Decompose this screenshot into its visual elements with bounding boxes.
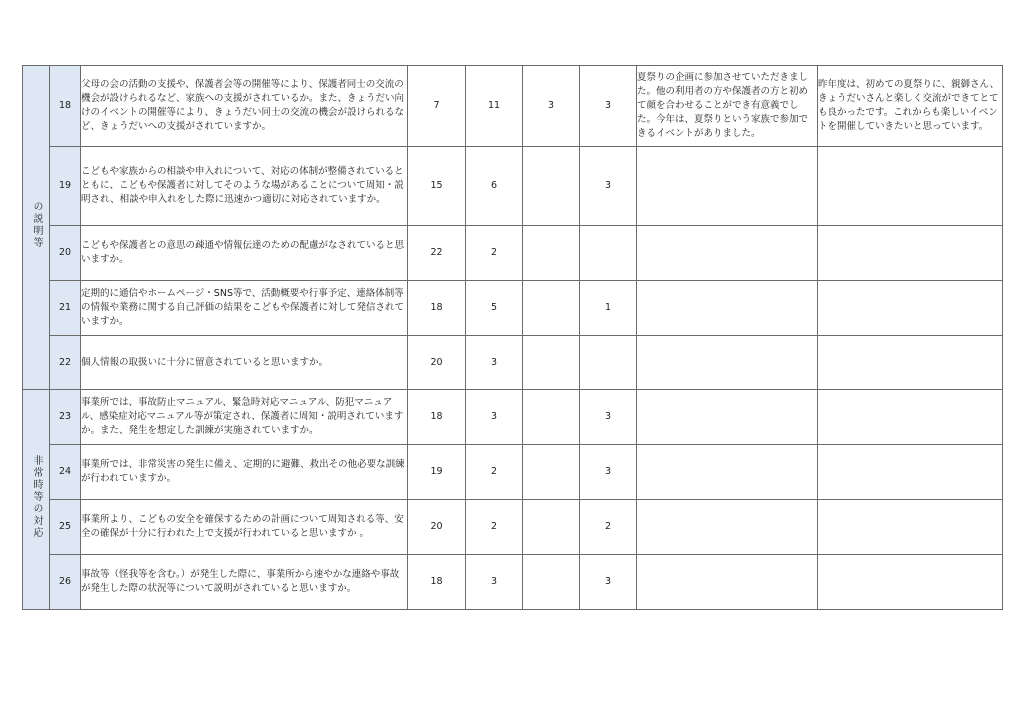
table-row: [23, 226, 1003, 281]
count-cell: [523, 555, 580, 610]
count-cell: 18: [408, 390, 466, 445]
count-cell: [523, 390, 580, 445]
row-number: 19: [50, 147, 81, 226]
row-number: 18: [50, 66, 81, 147]
parent-comment: [637, 445, 818, 500]
parent-comment: 夏祭りの企画に参加させていただきました。他の利用者の方や保護者の方と初めて顔を合わせることができ有意義でした。今年は、夏祭りという家族で参加できるイベントがありました。: [637, 66, 818, 147]
table-row: [23, 336, 1003, 390]
count-cell: [523, 336, 580, 390]
count-cell: 18: [408, 281, 466, 336]
question-text: 事故等（怪我等を含む。）が発生した際に、事業所から速やかな連絡や事故が発生した際の状況等について説明がされていると思いますか。: [81, 555, 408, 610]
parent-comment: [637, 147, 818, 226]
category-label: 非常時等の対応: [31, 455, 42, 539]
parent-comment: [637, 390, 818, 445]
category-cell: [23, 66, 50, 390]
facility-response: [818, 336, 1003, 390]
parent-comment: [637, 336, 818, 390]
question-text: 定期的に通信やホームページ・SNS等で、活動概要や行事予定、連絡体制等の情報や業務に関する自己評価の結果をこどもや保護者に対して発信されていますか。: [81, 281, 408, 336]
count-cell: 2: [466, 445, 523, 500]
facility-response: [818, 226, 1003, 281]
count-cell: 3: [466, 336, 523, 390]
count-cell: 1: [580, 281, 637, 336]
count-cell: [523, 147, 580, 226]
row-number: 23: [50, 390, 81, 445]
count-cell: 2: [580, 500, 637, 555]
question-text: こどもや家族からの相談や申入れについて、対応の体制が整備されているとともに、こどもや保護者に対してそのような場があることについて周知・説明され、相談や申入れをした際に迅速かつ適切に対応されていますか。: [81, 147, 408, 226]
question-text: こどもや保護者との意思の疎通や情報伝達のための配慮がなされていると思いますか。: [81, 226, 408, 281]
table-row: [23, 281, 1003, 336]
table-row: [23, 390, 1003, 445]
count-cell: 20: [408, 500, 466, 555]
count-cell: [523, 281, 580, 336]
facility-response: [818, 500, 1003, 555]
facility-response: [818, 281, 1003, 336]
count-cell: 11: [466, 66, 523, 147]
parent-comment: [637, 281, 818, 336]
count-cell: 2: [466, 226, 523, 281]
category-cell: [23, 390, 50, 610]
count-cell: 2: [466, 500, 523, 555]
count-cell: 3: [466, 390, 523, 445]
question-text: 事業所では、非常災害の発生に備え、定期的に避難、救出その他必要な訓練が行われていますか。: [81, 445, 408, 500]
table-row: [23, 445, 1003, 500]
question-text: 父母の会の活動の支援や、保護者会等の開催等により、保護者同士の交流の機会が設けられるなど、家族への支援がされているか。また、きょうだい向けのイベントの開催等により、きょうだい同士の交流の機会が設けられるなど、きょうだいへの支援がされていますか。: [81, 66, 408, 147]
count-cell: 3: [523, 66, 580, 147]
count-cell: [523, 445, 580, 500]
facility-response: [818, 555, 1003, 610]
count-cell: 20: [408, 336, 466, 390]
count-cell: 3: [580, 147, 637, 226]
table-row: [23, 66, 1003, 147]
count-cell: 3: [580, 555, 637, 610]
row-number: 26: [50, 555, 81, 610]
parent-comment: [637, 500, 818, 555]
count-cell: 22: [408, 226, 466, 281]
question-text: 事業所では、事故防止マニュアル、緊急時対応マニュアル、防犯マニュアル、感染症対応マニュアル等が策定され、保護者に周知・説明されていますか。また、発生を想定した訓練が実施されていますか。: [81, 390, 408, 445]
count-cell: 18: [408, 555, 466, 610]
facility-response: [818, 147, 1003, 226]
row-number: 24: [50, 445, 81, 500]
count-cell: [523, 226, 580, 281]
count-cell: 15: [408, 147, 466, 226]
row-number: 22: [50, 336, 81, 390]
count-cell: 7: [408, 66, 466, 147]
count-cell: [523, 500, 580, 555]
count-cell: [580, 226, 637, 281]
table-row: [23, 500, 1003, 555]
count-cell: 19: [408, 445, 466, 500]
count-cell: 3: [466, 555, 523, 610]
question-text: 個人情報の取扱いに十分に留意されていると思いますか。: [81, 336, 408, 390]
count-cell: 6: [466, 147, 523, 226]
count-cell: 5: [466, 281, 523, 336]
category-label: の説明等: [31, 201, 42, 249]
row-number: 25: [50, 500, 81, 555]
parent-comment: [637, 226, 818, 281]
facility-response: [818, 390, 1003, 445]
count-cell: 3: [580, 66, 637, 147]
parent-comment: [637, 555, 818, 610]
question-text: 事業所より、こどもの安全を確保するための計画について周知される等、安全の確保が十分に行われた上で支援が行われていると思いますか 。: [81, 500, 408, 555]
table-row: [23, 555, 1003, 610]
facility-response: [818, 445, 1003, 500]
table-row: [23, 147, 1003, 226]
facility-response: 昨年度は、初めての夏祭りに、親御さん、きょうだいさんと楽しく交流ができてとても良かったです。これからも楽しいイベントを開催していきたいと思っています。: [818, 66, 1003, 147]
evaluation-table: [22, 65, 1003, 610]
row-number: 21: [50, 281, 81, 336]
row-number: 20: [50, 226, 81, 281]
count-cell: 3: [580, 390, 637, 445]
count-cell: [580, 336, 637, 390]
count-cell: 3: [580, 445, 637, 500]
